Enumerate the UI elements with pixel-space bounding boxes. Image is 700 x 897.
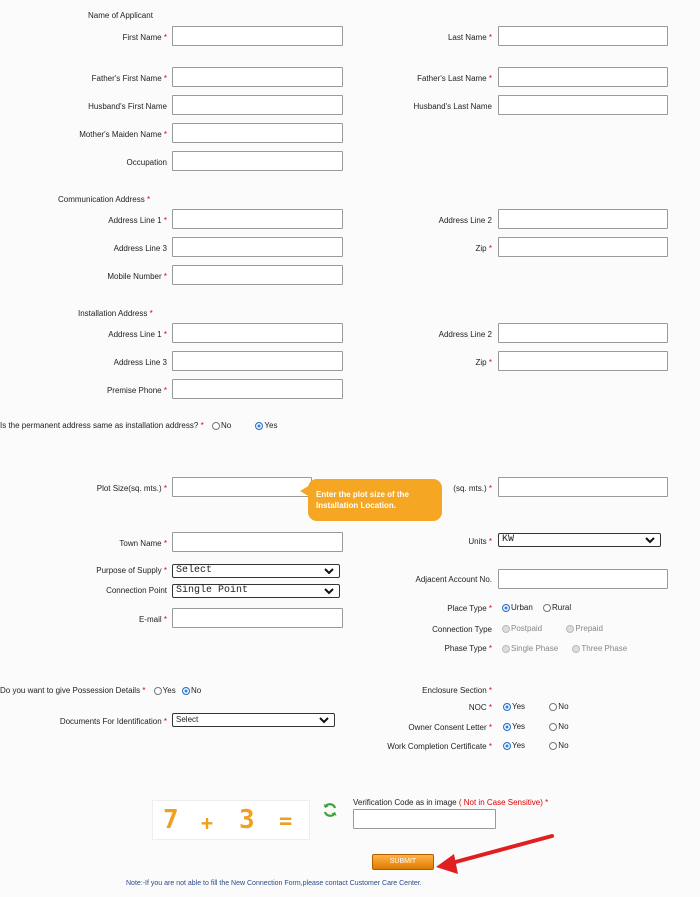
connection-type-group [502,624,611,633]
connection-point-selected-value: Single Point [176,585,249,596]
radio-icon[interactable] [154,687,162,695]
possession-yes[interactable]: Yes [154,686,176,695]
captcha-operator: + [201,811,214,835]
work-completion-yes[interactable]: Yes [503,741,525,750]
noc-yes[interactable]: Yes [503,702,525,711]
inst-address-line1-input[interactable] [172,323,343,343]
comm-address-line1-label: Address Line 1 * [108,216,167,225]
noc-no[interactable]: No [549,702,568,711]
fathers-last-name-input[interactable] [498,67,668,87]
radio-icon[interactable] [549,742,557,750]
connection-type-label: Connection Type [432,625,492,634]
fathers-last-name-label: Father's Last Name * [417,74,492,83]
inst-zip-label: Zip * [475,358,492,367]
email-input[interactable] [172,608,343,628]
owner-consent-no[interactable]: No [549,722,568,731]
inst-address-line2-input[interactable] [498,323,668,343]
owner-consent-group [503,722,577,731]
submit-button[interactable]: SUBMIT [372,854,434,870]
plot-size-input[interactable] [172,477,312,497]
phase-type-single[interactable]: Single Phase [502,644,558,653]
enclosure-section-label: Enclosure Section * [422,686,492,695]
place-type-label: Place Type * [447,604,492,613]
phase-type-three[interactable]: Three Phase [572,644,627,653]
husbands-first-name-label: Husband's First Name [88,102,167,111]
section-installation-address: Installation Address * [78,309,153,318]
adjacent-account-input[interactable] [498,569,668,589]
radio-selected-icon[interactable] [503,742,511,750]
phase-type-group [502,644,635,653]
radio-icon[interactable] [549,703,557,711]
radio-icon[interactable] [212,422,220,430]
same-address-yes[interactable]: Yes [255,421,277,430]
red-arrow-icon [430,830,560,880]
last-name-input[interactable] [498,26,668,46]
connection-point-select[interactable] [172,584,340,598]
premise-phone-input[interactable] [172,379,343,399]
chevron-down-icon [324,566,334,576]
work-completion-group [503,741,577,750]
noc-label: NOC * [468,703,492,712]
husbands-first-name-input[interactable] [172,95,343,115]
adjacent-account-label: Adjacent Account No. [415,575,492,584]
documents-identification-label: Documents For Identification * [59,717,167,726]
radio-selected-icon[interactable] [255,422,263,430]
radio-selected-icon[interactable] [503,723,511,731]
radio-disabled-icon[interactable] [566,625,574,633]
plot-size-right-label: (sq. mts.) * [453,484,492,493]
purpose-selected-value: Select [176,565,213,576]
same-address-no[interactable]: No [212,421,231,430]
work-completion-label: Work Completion Certificate * [387,742,492,751]
plot-size-right-input[interactable] [498,477,668,497]
captcha-digit-b: 3 [239,805,255,835]
phase-type-label: Phase Type * [444,644,492,653]
radio-icon[interactable] [549,723,557,731]
radio-disabled-icon[interactable] [502,645,510,653]
documents-selected-value: Select [176,715,199,724]
mobile-number-input[interactable] [172,265,343,285]
inst-address-line2-label: Address Line 2 [438,330,492,339]
occupation-input[interactable] [172,151,343,171]
chevron-down-icon [645,535,655,545]
purpose-of-supply-select[interactable] [172,564,340,578]
work-completion-no[interactable]: No [549,741,568,750]
plot-size-tooltip: Enter the plot size of the Installation Location. [308,479,442,521]
radio-selected-icon[interactable] [182,687,190,695]
owner-consent-yes[interactable]: Yes [503,722,525,731]
section-communication-address: Communication Address * [58,195,151,204]
email-label: E-mail * [138,615,167,624]
connection-point-label: Connection Point [106,586,167,595]
comm-address-line1-input[interactable] [172,209,343,229]
comm-zip-label: Zip * [475,244,492,253]
comm-address-line2-input[interactable] [498,209,668,229]
radio-disabled-icon[interactable] [502,625,510,633]
connection-type-prepaid[interactable]: Prepaid [566,624,603,633]
place-type-urban[interactable]: Urban [502,603,533,612]
radio-selected-icon[interactable] [502,604,510,612]
units-label: Units * [468,537,492,546]
town-name-label: Town Name * [119,539,167,548]
husbands-last-name-label: Husband's Last Name [413,102,492,111]
comm-address-line3-label: Address Line 3 [113,244,167,253]
units-selected-value: KW [502,534,515,545]
mobile-number-label: Mobile Number * [107,272,167,281]
premise-phone-label: Premise Phone * [106,386,167,395]
comm-address-line2-label: Address Line 2 [438,216,492,225]
inst-address-line1-label: Address Line 1 * [108,330,167,339]
chevron-down-icon [319,715,329,725]
inst-address-line3-label: Address Line 3 [113,358,167,367]
units-select[interactable] [498,533,661,547]
section-name-of-applicant: Name of Applicant [88,11,153,20]
occupation-label: Occupation [126,158,167,167]
place-type-rural[interactable]: Rural [543,603,571,612]
connection-type-postpaid[interactable]: Postpaid [502,624,542,633]
radio-selected-icon[interactable] [503,703,511,711]
first-name-input[interactable] [172,26,343,46]
footer-note: Note:-If you are not able to fill the New Connection Form,please contact Customer Care Center. [126,880,422,887]
captcha-image [152,800,310,840]
town-name-input[interactable] [172,532,343,552]
comm-zip-input[interactable] [498,237,668,257]
noc-group [503,702,577,711]
radio-disabled-icon[interactable] [572,645,580,653]
comm-address-line3-input[interactable] [172,237,343,257]
possession-no[interactable]: No [182,686,201,695]
owner-consent-label: Owner Consent Letter * [408,723,492,732]
mothers-maiden-name-input[interactable] [172,123,343,143]
captcha-digit-a: 7 [163,805,179,835]
fathers-first-name-label: Father's First Name * [91,74,167,83]
inst-zip-input[interactable] [498,351,668,371]
mothers-maiden-name-label: Mother's Maiden Name * [79,130,167,139]
verification-code-label: Verification Code as in image ( Not in Case Sensitive) * [353,798,549,807]
plot-size-label: Plot Size(sq. mts.) * [96,484,167,493]
refresh-icon[interactable] [322,802,338,818]
first-name-label: First Name * [122,33,167,42]
verification-code-input[interactable] [353,809,496,829]
place-type-group [502,603,579,612]
purpose-of-supply-label: Purpose of Supply * [96,566,167,575]
husbands-last-name-input[interactable] [498,95,668,115]
possession-question: Do you want to give Possession Details * Yes No [0,686,202,696]
documents-identification-select[interactable] [172,713,335,727]
chevron-down-icon [324,586,334,596]
inst-address-line3-input[interactable] [172,351,343,371]
last-name-label: Last Name * [447,33,492,42]
fathers-first-name-input[interactable] [172,67,343,87]
captcha-equals: = [279,809,293,834]
same-address-question: Is the permanent address same as installation address? * No Yes [0,421,278,431]
radio-icon[interactable] [543,604,551,612]
